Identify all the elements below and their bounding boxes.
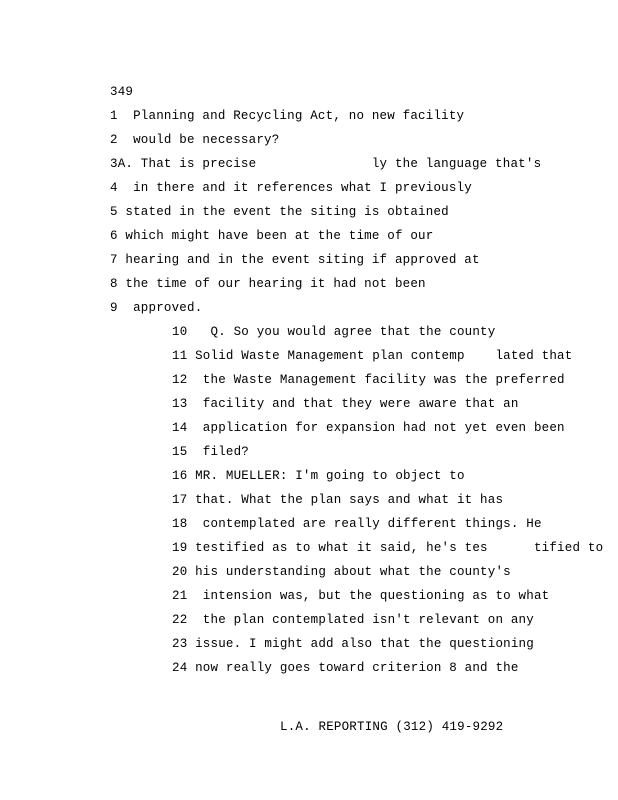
reporter-footer: L.A. REPORTING (312) 419-9292: [280, 720, 504, 734]
transcript-line: 9 approved.: [110, 301, 203, 315]
transcript-line: 2 would be necessary?: [110, 133, 280, 147]
transcript-line: 5 stated in the event the siting is obtained: [110, 205, 449, 219]
transcript-line: 15 filed?: [172, 445, 250, 459]
transcript-line: 21 intension was, but the questioning as to what: [172, 589, 550, 603]
transcript-line: 23 issue. I might add also that the questioning: [172, 637, 534, 651]
transcript-line: 11 Solid Waste Management plan contemp lated that: [172, 349, 573, 363]
transcript-line: 17 that. What the plan says and what it has: [172, 493, 504, 507]
transcript-line: 12 the Waste Management facility was the preferred: [172, 373, 565, 387]
transcript-line: 14 application for expansion had not yet even been: [172, 421, 565, 435]
transcript-line: 6 which might have been at the time of our: [110, 229, 434, 243]
transcript-line: 19 testified as to what it said, he's tes tified to: [172, 541, 604, 555]
transcript-line: 20 his understanding about what the county's: [172, 565, 511, 579]
transcript-line: 4 in there and it references what I previously: [110, 181, 472, 195]
transcript-line: 1 Planning and Recycling Act, no new facility: [110, 109, 465, 123]
page-number: 349: [110, 85, 134, 99]
transcript-line: 10 Q. So you would agree that the county: [172, 325, 496, 339]
transcript-line: 24 now really goes toward criterion 8 and the: [172, 661, 519, 675]
transcript-line: 8 the time of our hearing it had not been: [110, 277, 426, 291]
transcript-line: 18 contemplated are really different things. He: [172, 517, 542, 531]
transcript-line: 13 facility and that they were aware that an: [172, 397, 519, 411]
transcript-line: 7 hearing and in the event siting if approved at: [110, 253, 480, 267]
transcript-line: 3A. That is precise ly the language that's: [110, 157, 542, 171]
transcript-line: 16 MR. MUELLER: I'm going to object to: [172, 469, 465, 483]
transcript-line: 22 the plan contemplated isn't relevant on any: [172, 613, 534, 627]
